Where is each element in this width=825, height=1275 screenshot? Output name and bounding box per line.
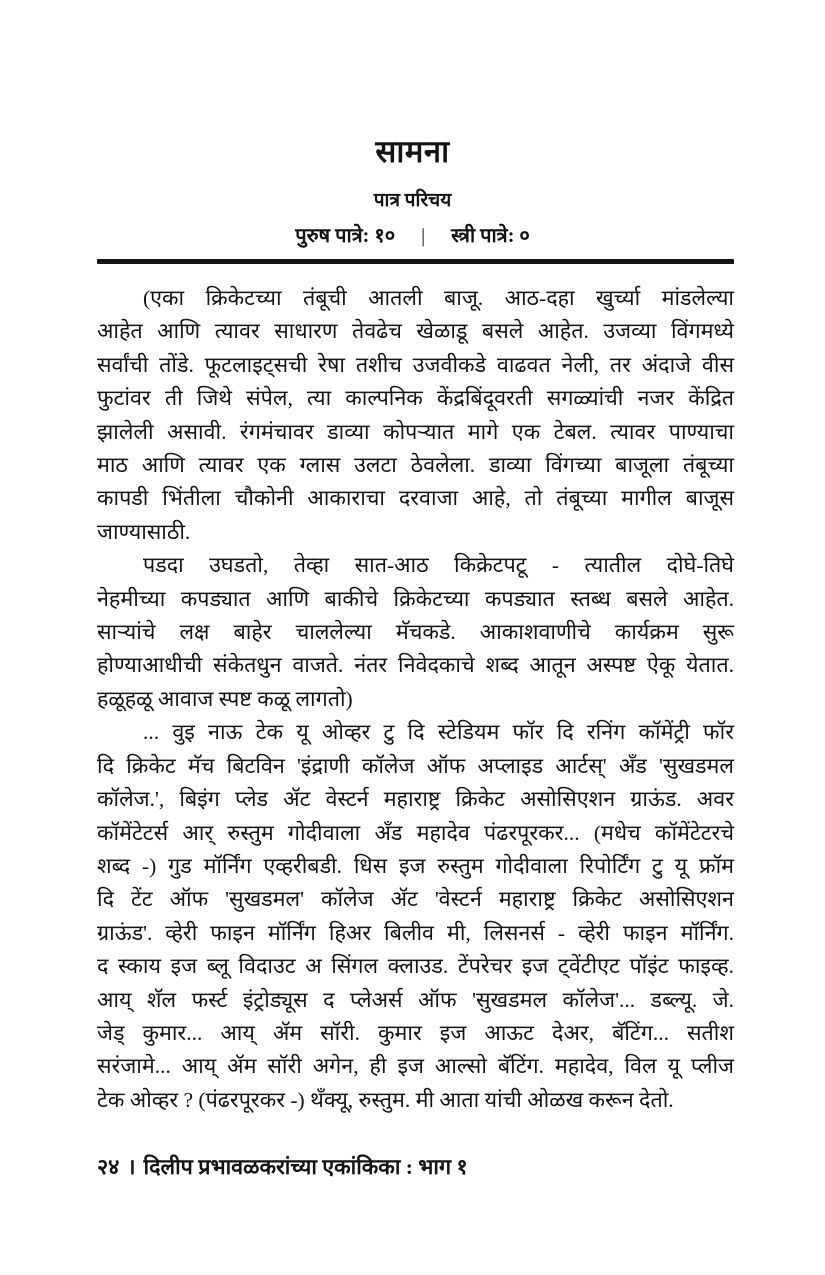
text-line: टेक ओव्हर ? (पंढरपूरकर -) थँक्यू, रुस्तुम. मी आता यांची ओळख करून देतो. [97,1087,674,1112]
page-title: सामना [375,134,450,169]
text-line: होण्याआधीची संकेतधुन वाजते. नंतर निवेदकाचे शब्द आतून अस्पष्ट ऐकू येतात. [97,653,734,678]
book-title: दिलीप प्रभावळकरांच्या एकांकिका : भाग १ [143,1155,468,1179]
text-line: साऱ्यांचे लक्ष बाहेर चाललेल्या मॅचकडे. आकाशवाणीचे कार्यक्रम सुरू [97,620,734,645]
text-line: दि टेंट ऑफ 'सुखडमल' कॉलेज ॲट 'वेस्टर्न महाराष्ट्र क्रिकेट असोसिएशन [97,887,734,912]
page-footer [97,1152,734,1181]
page-number: २४ [97,1155,120,1179]
text-line: दि क्रिकेट मॅच बिटविन 'इंद्राणी कॉलेज ऑफ अप्लाइड आर्टस्' अँड 'सुखडमल [97,753,734,778]
text-line: ग्राऊंड'. व्हेरी फाइन मॉर्निंग हिअर बिलीव मी, लिसनर्स - व्हेरी फाइन मॉर्निंग. [97,920,734,945]
text-line: नेहमीच्या कपड्यात आणि बाकीचे क्रिकेटच्या कपड्यात स्तब्ध बसले आहेत. [97,586,734,611]
text-line: कापडी भिंतीला चौकोनी आकाराचा दरवाजा आहे, तो तंबूच्या मागील बाजूस [97,486,734,511]
female-characters-count: स्त्री पात्रे: ० [451,225,530,247]
text-line: झालेली असावी. रंगमंचावर डाव्या कोपऱ्यात मागे एक टेबल. त्यावर पाण्याचा [97,419,734,444]
text-line: शब्द -) गुड मॉर्निंग एव्हरीबडी. धिस इज रुस्तुम गोदीवाला रिपोर्टिंग टु यू फ्रॉम [97,853,734,878]
text-line: माठ आणि त्यावर एक ग्लास उलटा ठेवलेला. डाव्या विंगच्या बाजूला तंबूच्या [97,453,734,478]
text-line: आहेत आणि त्यावर साधारण तेवढेच खेळाडू बसले आहेत. उजव्या विंगमध्ये [97,319,734,344]
text-line: (एका क्रिकेटच्या तंबूची आतली बाजू. आठ-दहा खुर्च्या मांडलेल्या [143,286,734,310]
text-line: आय् शॅल फर्स्ट इंट्रोड्यूस द प्लेअर्स ऑफ 'सुखडमल कॉलेज'... डब्ल्यू. जे. [97,987,734,1012]
cast-count-line [0,221,825,248]
cast-intro-heading: पात्र परिचय [373,190,452,211]
text-line: ... वुइ नाऊ टेक यू ओव्हर टु दि स्टेडियम फॉर दि रनिंग कॉमेंट्री फॉर [143,720,734,745]
body-text [97,282,734,1117]
text-line: कॉमेंटेटर्स आर् रुस्तुम गोदीवाला अँड महादेव पंढरपूरकर... (मधेच कॉमेंटेटरचे [97,820,734,845]
footer-separator: । [127,1155,136,1179]
text-line: सर्वांची तोंडे. फूटलाइट्सची रेषा तशीच उजवीकडे वाढवत नेली, तर अंदाजे वीस [97,352,734,377]
cast-divider: | [421,225,426,247]
text-line: फुटांवर ती जिथे संपेल, त्या काल्पनिक केंद्रबिंदूवरती सगळ्यांची नजर केंद्रित [97,386,734,411]
text-line: द स्काय इज ब्लू विदाउट अ सिंगल क्लाउड. टेंपरेचर इज ट्वेंटीएट पॉइंट फाइव्ह. [97,954,734,979]
text-line: पडदा उघडतो, तेव्हा सात-आठ किक्रेटपटू - त्यातील दोघे-तिघे [143,553,734,578]
text-line: जेड् कुमार... आय् ॲम सॉरी. कुमार इज आऊट देअर, बॅटिंग... सतीश [97,1020,734,1045]
text-line: जाण्यासाठी. [97,519,191,544]
male-characters-count: पुरुष पात्रे: १० [295,225,396,247]
text-line: हळूहळू आवाज स्पष्ट कळू लागतो) [97,686,353,711]
text-line: सरंजामे... आय् ॲम सॉरी अगेन, ही इज आल्सो बॅटिंग. महादेव, विल यू प्लीज [97,1054,734,1079]
text-line: कॉलेज.', बिइंग प्लेड ॲट वेस्टर्न महाराष्ट्र क्रिकेट असोसिएशन ग्राऊंड. अवर [97,787,734,812]
header-rule [97,259,734,264]
